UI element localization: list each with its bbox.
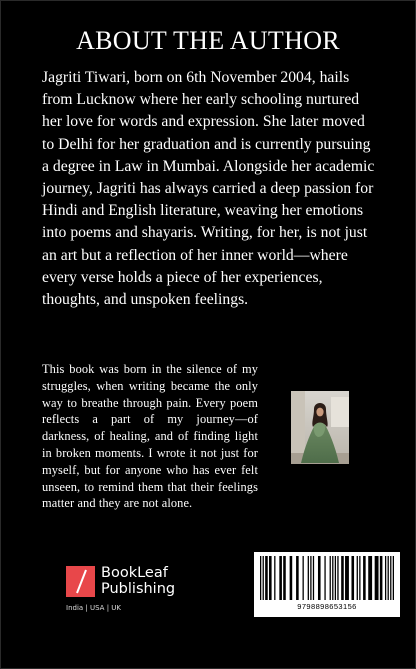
barcode-bar: [345, 556, 349, 600]
slash-icon: [75, 569, 88, 594]
barcode-bar: [375, 556, 379, 600]
barcode-bar: [269, 556, 272, 600]
barcode-bar: [260, 556, 261, 600]
barcode-bar: [357, 556, 358, 600]
publisher-name-line2: Publishing: [101, 581, 176, 597]
author-bio: Jagriti Tiwari, born on 6th November 2004, hails from Lucknow where her early schooling nurtured her love for words and expression. She later moved to Delhi for her graduation and is currently pursuing a degree in Law in Mumbai. Alongside her academic journey, Jagriti has always carried a deep passion for Hindi and English literature, weaving her emotions into poems and shayaris. Writing, for her, is not just an art but a reflection of her inner world—where every verse holds a piece of her experiences, thoughts, and unspoken feelings.: [42, 69, 375, 309]
barcode-bar: [388, 556, 389, 600]
publisher-logo: [66, 566, 176, 618]
barcode-bar: [385, 556, 386, 600]
barcode-bar: [335, 556, 336, 600]
book-leaf-icon: [66, 566, 95, 597]
barcode-bar: [313, 556, 314, 600]
publisher-name-line1: BookLeaf: [101, 565, 168, 581]
barcode-bar: [337, 556, 338, 600]
barcode-bar: [310, 556, 311, 600]
barcode-bar: [368, 556, 372, 600]
isbn-barcode: [254, 552, 400, 617]
barcode-bar: [330, 556, 331, 600]
barcode-bar: [324, 556, 325, 600]
barcode-bar: [296, 556, 299, 600]
barcode-bar: [390, 556, 391, 600]
barcode-bar: [318, 556, 321, 600]
barcode-icon: [258, 556, 396, 600]
book-blurb: This book was born in the silence of my struggles, when writing became the only way to breathe through pain. Every poem reflects a part of my journey—of darkness, of healing, and of finding light in broken moments. I wrote it not just for myself, but for anyone who has ever felt unseen, to remind them that their feelings matter and they are not alone.: [42, 362, 258, 511]
barcode-bar: [303, 556, 304, 600]
barcode-bar: [265, 556, 268, 600]
barcode-bar: [283, 556, 286, 600]
barcode-bar: [263, 556, 264, 600]
barcode-bar: [332, 556, 333, 600]
barcode-bar: [274, 556, 275, 600]
author-photo: [291, 391, 349, 464]
barcode-bar: [308, 556, 309, 600]
barcode-bar: [351, 556, 354, 600]
section-heading: ABOUT THE AUTHOR: [76, 26, 340, 55]
barcode-bar: [290, 556, 293, 600]
barcode-bar: [380, 556, 383, 600]
publisher-regions: India | USA | UK: [66, 604, 121, 612]
isbn-number: 9798898653156: [297, 602, 357, 611]
barcode-bar: [393, 556, 394, 600]
barcode-bar: [359, 556, 360, 600]
barcode-bar: [363, 556, 366, 600]
barcode-bar: [279, 556, 282, 600]
barcode-bar: [341, 556, 344, 600]
